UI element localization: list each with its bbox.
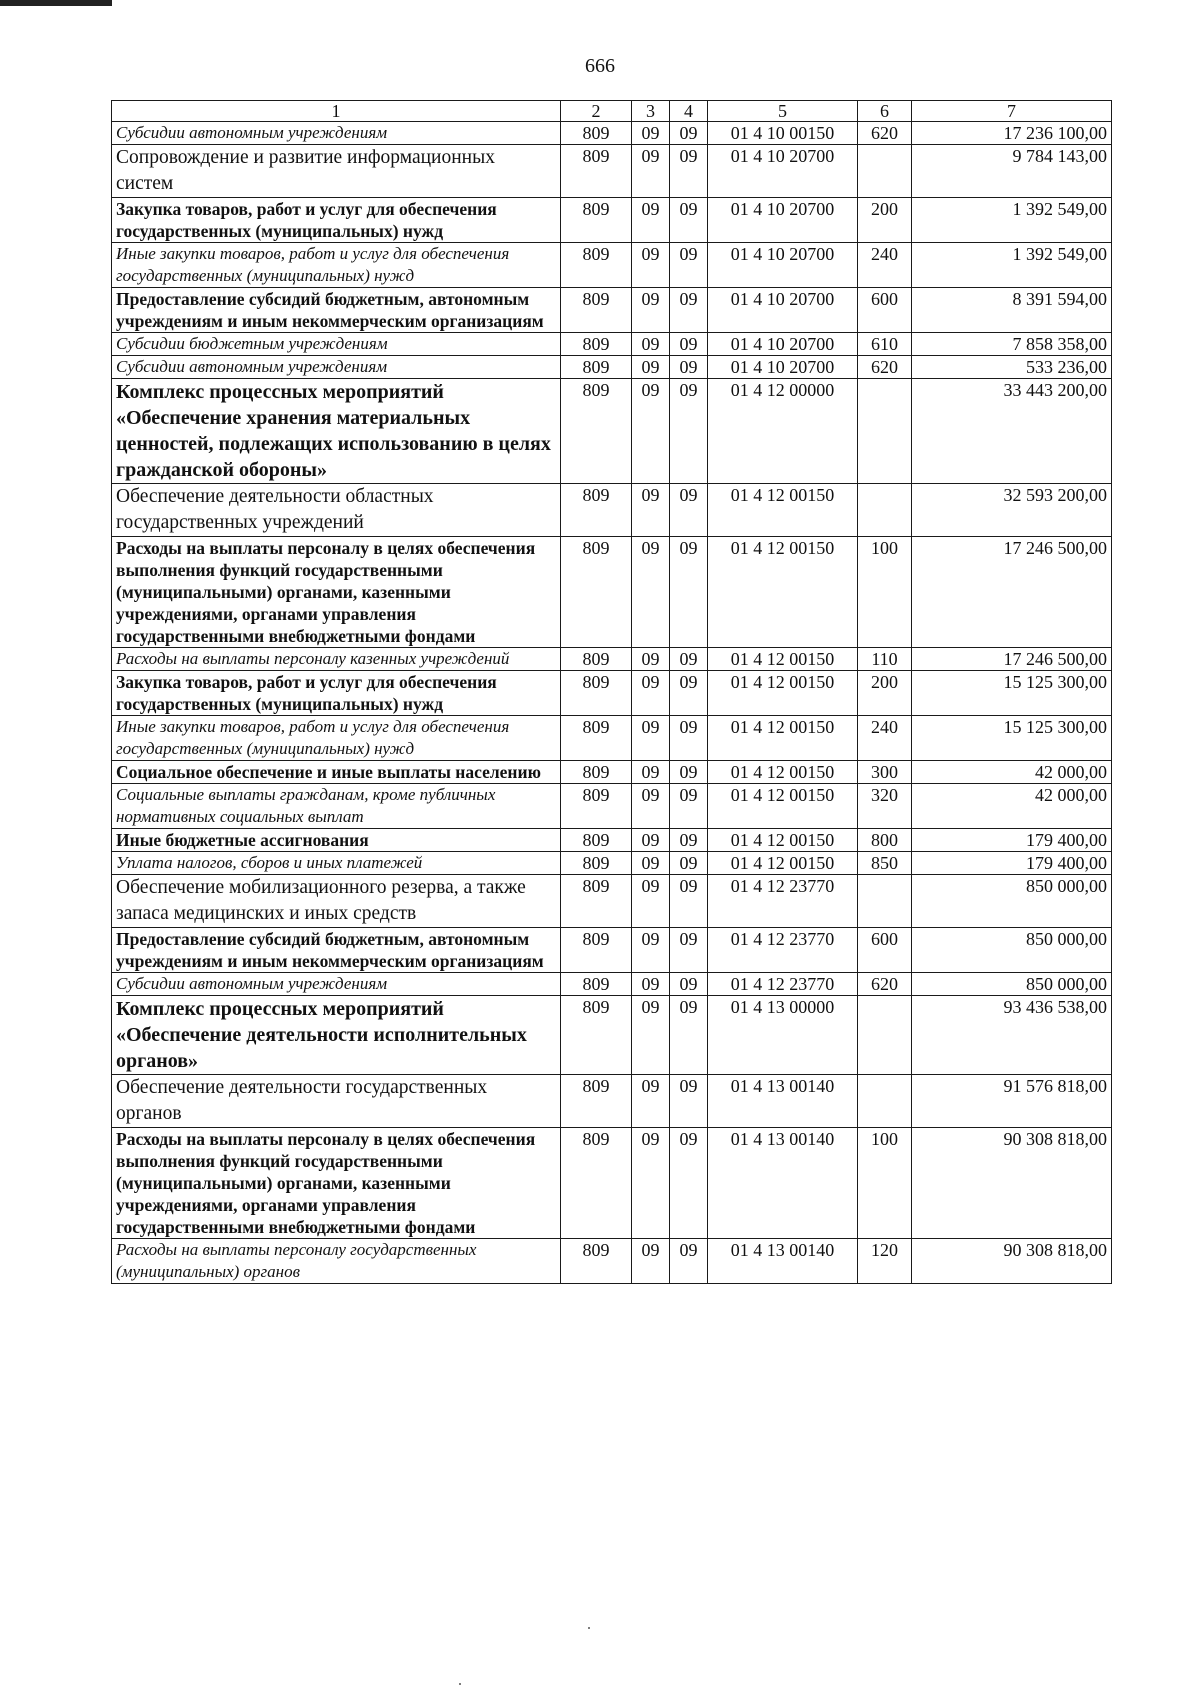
row-target-article: 01 4 10 00150 (708, 122, 858, 145)
row-ministry-code: 809 (561, 716, 632, 761)
column-header: 1 (112, 101, 561, 122)
row-amount: 9 784 143,00 (912, 145, 1112, 198)
row-expense-type: 800 (858, 829, 912, 852)
row-expense-type (858, 1075, 912, 1128)
row-expense-type: 240 (858, 243, 912, 288)
row-target-article: 01 4 12 00150 (708, 784, 858, 829)
table-row (112, 537, 1112, 648)
row-ministry-code: 809 (561, 145, 632, 198)
row-amount: 17 236 100,00 (912, 122, 1112, 145)
row-target-article: 01 4 12 00150 (708, 761, 858, 784)
row-ministry-code: 809 (561, 973, 632, 996)
row-ministry-code: 809 (561, 198, 632, 243)
row-amount: 32 593 200,00 (912, 484, 1112, 537)
scan-speck (459, 1683, 461, 1685)
row-description: Субсидии автономным учреждениям (112, 973, 561, 996)
row-amount: 90 308 818,00 (912, 1239, 1112, 1284)
row-description: Иные закупки товаров, работ и услуг для обеспечения государственных (муниципальных) нужд (112, 243, 561, 288)
row-section-code: 09 (632, 928, 670, 973)
row-amount: 7 858 358,00 (912, 333, 1112, 356)
row-amount: 93 436 538,00 (912, 996, 1112, 1075)
table-row (112, 288, 1112, 333)
row-section-code: 09 (632, 243, 670, 288)
row-description: Субсидии автономным учреждениям (112, 356, 561, 379)
row-ministry-code: 809 (561, 1075, 632, 1128)
row-description: Уплата налогов, сборов и иных платежей (112, 852, 561, 875)
row-section-code: 09 (632, 648, 670, 671)
row-subsection-code: 09 (670, 648, 708, 671)
row-subsection-code: 09 (670, 829, 708, 852)
table-row (112, 145, 1112, 198)
row-description: Расходы на выплаты персоналу казенных учреждений (112, 648, 561, 671)
column-header: 2 (561, 101, 632, 122)
row-description: Комплекс процессных мероприятий «Обеспечение деятельности исполнительных органов» (112, 996, 561, 1075)
row-ministry-code: 809 (561, 829, 632, 852)
row-expense-type (858, 145, 912, 198)
row-subsection-code: 09 (670, 761, 708, 784)
row-subsection-code: 09 (670, 243, 708, 288)
row-amount: 90 308 818,00 (912, 1128, 1112, 1239)
row-section-code: 09 (632, 537, 670, 648)
row-amount: 91 576 818,00 (912, 1075, 1112, 1128)
row-expense-type: 620 (858, 122, 912, 145)
row-section-code: 09 (632, 671, 670, 716)
row-ministry-code: 809 (561, 122, 632, 145)
row-description: Обеспечение деятельности областных государственных учреждений (112, 484, 561, 537)
row-target-article: 01 4 12 00150 (708, 648, 858, 671)
table-row (112, 761, 1112, 784)
table-row (112, 379, 1112, 484)
row-subsection-code: 09 (670, 1075, 708, 1128)
row-ministry-code: 809 (561, 784, 632, 829)
row-target-article: 01 4 10 20700 (708, 198, 858, 243)
row-subsection-code: 09 (670, 333, 708, 356)
row-ministry-code: 809 (561, 761, 632, 784)
row-amount: 33 443 200,00 (912, 379, 1112, 484)
row-expense-type: 200 (858, 198, 912, 243)
row-target-article: 01 4 10 20700 (708, 288, 858, 333)
row-ministry-code: 809 (561, 928, 632, 973)
row-section-code: 09 (632, 288, 670, 333)
row-subsection-code: 09 (670, 784, 708, 829)
row-amount: 850 000,00 (912, 928, 1112, 973)
row-section-code: 09 (632, 484, 670, 537)
row-expense-type: 300 (858, 761, 912, 784)
row-ministry-code: 809 (561, 333, 632, 356)
row-ministry-code: 809 (561, 484, 632, 537)
row-section-code: 09 (632, 379, 670, 484)
row-ministry-code: 809 (561, 356, 632, 379)
row-ministry-code: 809 (561, 996, 632, 1075)
row-subsection-code: 09 (670, 537, 708, 648)
row-subsection-code: 09 (670, 716, 708, 761)
row-description: Обеспечение деятельности государственных органов (112, 1075, 561, 1128)
table-row (112, 1239, 1112, 1284)
row-amount: 42 000,00 (912, 761, 1112, 784)
row-ministry-code: 809 (561, 1239, 632, 1284)
row-expense-type: 120 (858, 1239, 912, 1284)
row-subsection-code: 09 (670, 1128, 708, 1239)
row-expense-type: 100 (858, 537, 912, 648)
row-expense-type: 620 (858, 973, 912, 996)
row-section-code: 09 (632, 761, 670, 784)
row-section-code: 09 (632, 356, 670, 379)
row-section-code: 09 (632, 996, 670, 1075)
row-expense-type: 110 (858, 648, 912, 671)
row-amount: 17 246 500,00 (912, 537, 1112, 648)
row-amount: 533 236,00 (912, 356, 1112, 379)
row-target-article: 01 4 12 00150 (708, 852, 858, 875)
table-row (112, 996, 1112, 1075)
row-description: Иные бюджетные ассигнования (112, 829, 561, 852)
table-row (112, 484, 1112, 537)
table-row (112, 671, 1112, 716)
table-row (112, 973, 1112, 996)
row-expense-type: 100 (858, 1128, 912, 1239)
row-target-article: 01 4 10 20700 (708, 356, 858, 379)
row-target-article: 01 4 12 00150 (708, 484, 858, 537)
row-description: Субсидии бюджетным учреждениям (112, 333, 561, 356)
row-section-code: 09 (632, 198, 670, 243)
row-expense-type (858, 996, 912, 1075)
row-description: Расходы на выплаты персоналу государственных (муниципальных) органов (112, 1239, 561, 1284)
row-target-article: 01 4 10 20700 (708, 145, 858, 198)
row-target-article: 01 4 10 20700 (708, 243, 858, 288)
row-expense-type (858, 379, 912, 484)
table-row (112, 716, 1112, 761)
row-section-code: 09 (632, 973, 670, 996)
row-expense-type: 600 (858, 288, 912, 333)
row-ministry-code: 809 (561, 288, 632, 333)
row-subsection-code: 09 (670, 356, 708, 379)
table-header-row (112, 101, 1112, 122)
row-description: Закупка товаров, работ и услуг для обеспечения государственных (муниципальных) нужд (112, 671, 561, 716)
row-description: Предоставление субсидий бюджетным, автономным учреждениям и иным некоммерческим организациям (112, 288, 561, 333)
row-subsection-code: 09 (670, 671, 708, 716)
row-target-article: 01 4 13 00140 (708, 1239, 858, 1284)
row-expense-type: 850 (858, 852, 912, 875)
row-description: Расходы на выплаты персоналу в целях обеспечения выполнения функций государственными (муниципальными) органами, казенными учреждениями, органами управления государственными внебюджетными фондами (112, 537, 561, 648)
row-amount: 15 125 300,00 (912, 716, 1112, 761)
row-target-article: 01 4 13 00140 (708, 1075, 858, 1128)
row-subsection-code: 09 (670, 122, 708, 145)
row-section-code: 09 (632, 122, 670, 145)
row-amount: 179 400,00 (912, 852, 1112, 875)
table-row (112, 198, 1112, 243)
column-header: 7 (912, 101, 1112, 122)
column-header: 4 (670, 101, 708, 122)
row-description: Предоставление субсидий бюджетным, автономным учреждениям и иным некоммерческим организациям (112, 928, 561, 973)
row-subsection-code: 09 (670, 852, 708, 875)
row-target-article: 01 4 13 00140 (708, 1128, 858, 1239)
row-amount: 179 400,00 (912, 829, 1112, 852)
row-target-article: 01 4 13 00000 (708, 996, 858, 1075)
row-subsection-code: 09 (670, 973, 708, 996)
row-section-code: 09 (632, 852, 670, 875)
row-amount: 17 246 500,00 (912, 648, 1112, 671)
row-section-code: 09 (632, 716, 670, 761)
row-expense-type: 200 (858, 671, 912, 716)
table-row (112, 243, 1112, 288)
row-amount: 1 392 549,00 (912, 243, 1112, 288)
row-ministry-code: 809 (561, 537, 632, 648)
row-target-article: 01 4 12 00000 (708, 379, 858, 484)
row-expense-type: 610 (858, 333, 912, 356)
row-description: Обеспечение мобилизационного резерва, а также запаса медицинских и иных средств (112, 875, 561, 928)
column-header: 3 (632, 101, 670, 122)
row-description: Комплекс процессных мероприятий «Обеспечение хранения материальных ценностей, подлежащих использованию в целях гражданской обороны» (112, 379, 561, 484)
row-section-code: 09 (632, 784, 670, 829)
column-header: 6 (858, 101, 912, 122)
row-target-article: 01 4 12 00150 (708, 716, 858, 761)
row-section-code: 09 (632, 1128, 670, 1239)
row-subsection-code: 09 (670, 1239, 708, 1284)
budget-table (111, 100, 1112, 1284)
row-ministry-code: 809 (561, 379, 632, 484)
row-section-code: 09 (632, 1239, 670, 1284)
row-expense-type: 620 (858, 356, 912, 379)
row-section-code: 09 (632, 875, 670, 928)
table-row (112, 356, 1112, 379)
row-ministry-code: 809 (561, 852, 632, 875)
row-subsection-code: 09 (670, 288, 708, 333)
column-header: 5 (708, 101, 858, 122)
row-section-code: 09 (632, 1075, 670, 1128)
row-subsection-code: 09 (670, 198, 708, 243)
row-target-article: 01 4 12 00150 (708, 671, 858, 716)
row-expense-type: 320 (858, 784, 912, 829)
table-row (112, 648, 1112, 671)
scan-speck (588, 1627, 590, 1629)
row-amount: 8 391 594,00 (912, 288, 1112, 333)
row-section-code: 09 (632, 145, 670, 198)
row-target-article: 01 4 12 00150 (708, 537, 858, 648)
row-amount: 1 392 549,00 (912, 198, 1112, 243)
row-subsection-code: 09 (670, 379, 708, 484)
table-row (112, 852, 1112, 875)
row-ministry-code: 809 (561, 875, 632, 928)
row-target-article: 01 4 12 23770 (708, 928, 858, 973)
row-section-code: 09 (632, 829, 670, 852)
row-ministry-code: 809 (561, 671, 632, 716)
table-row (112, 1075, 1112, 1128)
page-number: 666 (585, 55, 615, 77)
table-row (112, 875, 1112, 928)
table-row (112, 928, 1112, 973)
row-description: Иные закупки товаров, работ и услуг для обеспечения государственных (муниципальных) нужд (112, 716, 561, 761)
row-expense-type: 240 (858, 716, 912, 761)
row-description: Субсидии автономным учреждениям (112, 122, 561, 145)
row-amount: 850 000,00 (912, 973, 1112, 996)
row-ministry-code: 809 (561, 243, 632, 288)
row-amount: 850 000,00 (912, 875, 1112, 928)
row-subsection-code: 09 (670, 145, 708, 198)
row-description: Расходы на выплаты персоналу в целях обеспечения выполнения функций государственными (муниципальными) органами, казенными учреждениями, органами управления государственными внебюджетными фондами (112, 1128, 561, 1239)
row-description: Социальное обеспечение и иные выплаты населению (112, 761, 561, 784)
row-target-article: 01 4 10 20700 (708, 333, 858, 356)
row-expense-type (858, 875, 912, 928)
table-row (112, 784, 1112, 829)
row-description: Сопровождение и развитие информационных систем (112, 145, 561, 198)
row-expense-type: 600 (858, 928, 912, 973)
row-target-article: 01 4 12 00150 (708, 829, 858, 852)
row-description: Социальные выплаты гражданам, кроме публичных нормативных социальных выплат (112, 784, 561, 829)
row-target-article: 01 4 12 23770 (708, 875, 858, 928)
row-subsection-code: 09 (670, 484, 708, 537)
row-section-code: 09 (632, 333, 670, 356)
row-amount: 15 125 300,00 (912, 671, 1112, 716)
table-row (112, 333, 1112, 356)
row-target-article: 01 4 12 23770 (708, 973, 858, 996)
table-row (112, 829, 1112, 852)
row-ministry-code: 809 (561, 1128, 632, 1239)
row-description: Закупка товаров, работ и услуг для обеспечения государственных (муниципальных) нужд (112, 198, 561, 243)
table-row (112, 1128, 1112, 1239)
row-amount: 42 000,00 (912, 784, 1112, 829)
row-subsection-code: 09 (670, 928, 708, 973)
row-ministry-code: 809 (561, 648, 632, 671)
row-expense-type (858, 484, 912, 537)
table-row (112, 122, 1112, 145)
row-subsection-code: 09 (670, 875, 708, 928)
scan-edge-mark (0, 0, 112, 6)
row-subsection-code: 09 (670, 996, 708, 1075)
